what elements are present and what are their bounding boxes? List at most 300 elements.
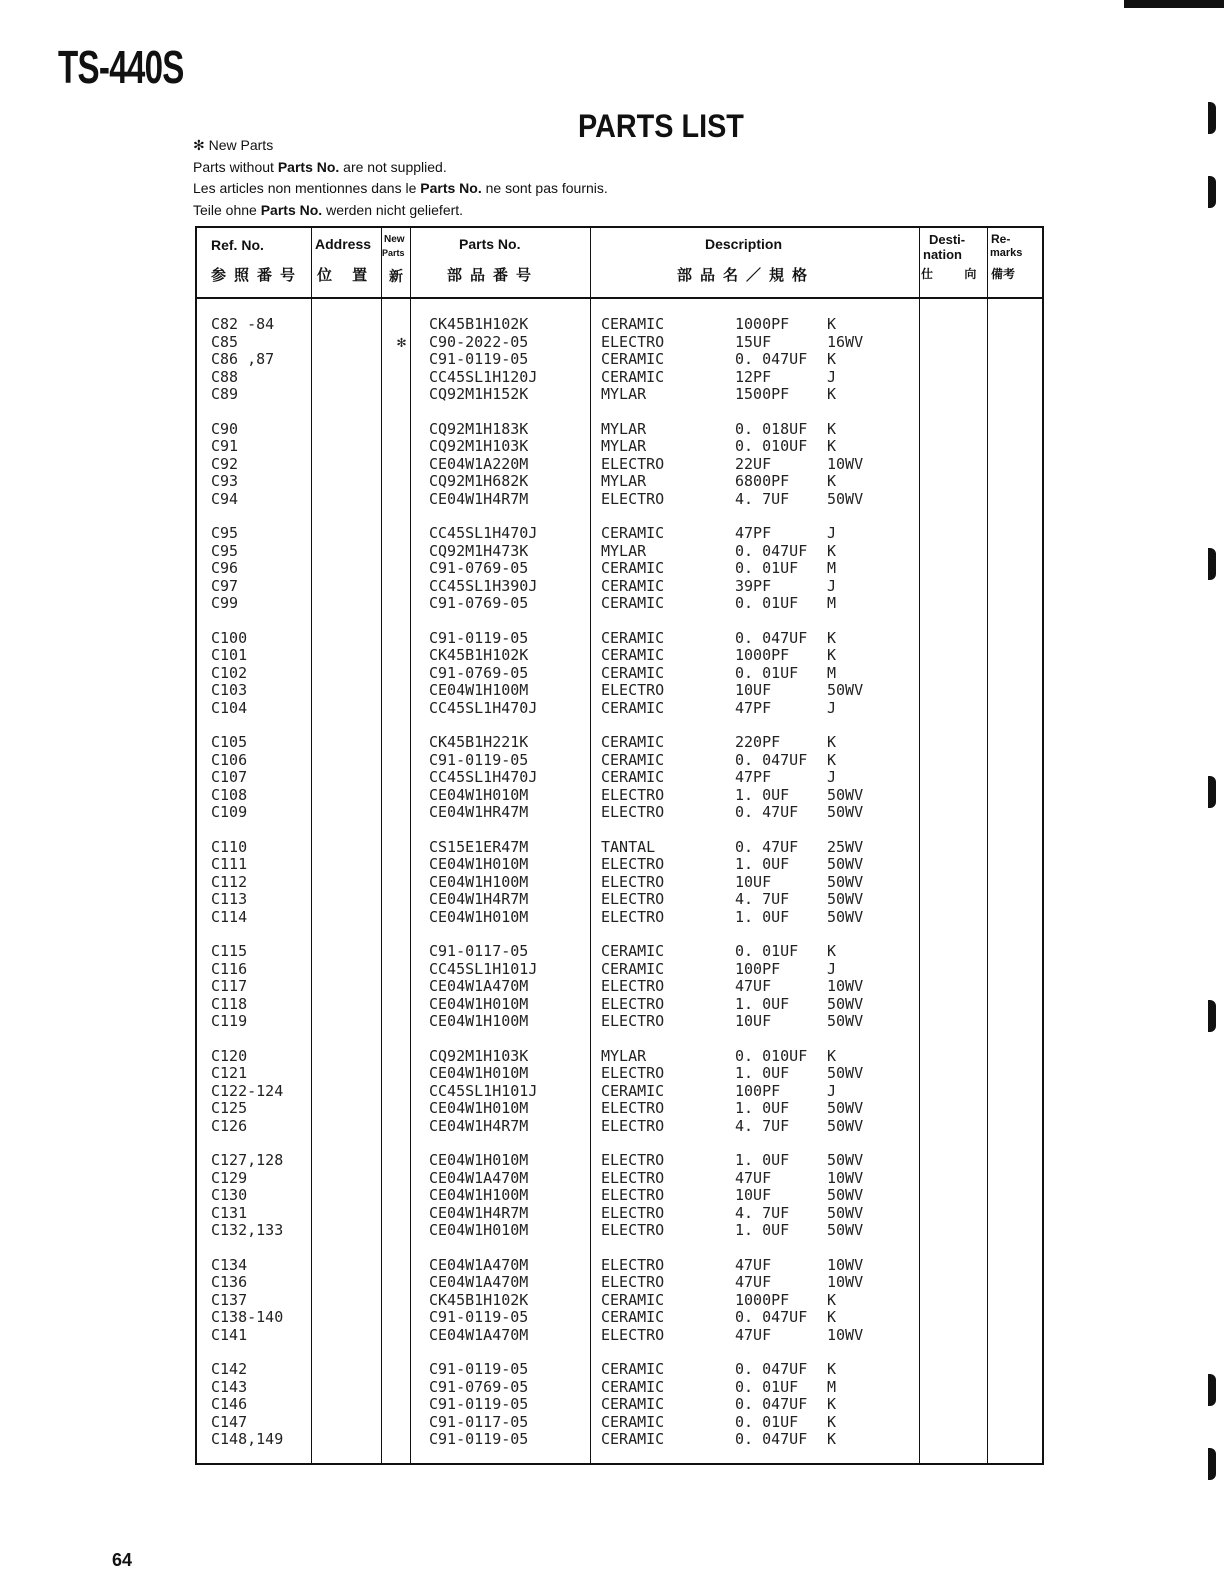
part-value: 1. 0UF [735,1099,790,1118]
new-part-mark: ✻ [397,332,407,351]
edge-mark [1208,1448,1216,1480]
part-value: 0. 01UF [735,1377,799,1396]
part-spec: 50WV [827,1221,864,1240]
part-value: 4. 7UF [735,890,790,909]
part-value: 39PF [735,576,772,595]
part-value: 4. 7UF [735,489,790,508]
ref-no: C147 [211,1412,248,1431]
ref-no: C129 [211,1168,248,1187]
part-type: MYLAR [601,437,647,456]
ref-no: C101 [211,646,248,665]
part-type: ELECTRO [601,855,665,874]
part-type: ELECTRO [601,872,665,891]
ref-no: C131 [211,1203,248,1222]
header-description-jp: 部品名／規格 [677,267,816,284]
table-row [197,630,1042,648]
parts-no: C91-0119-05 [429,1360,529,1378]
parts-no: CE04W1H100M [429,872,529,891]
ref-no: C125 [211,1099,248,1118]
table-row [197,769,1042,787]
ref-no: C108 [211,785,248,804]
part-spec: 50WV [827,1012,864,1031]
header-ref: Ref. No. [211,237,264,253]
part-type: ELECTRO [601,994,665,1013]
part-value: 47UF [735,1255,772,1274]
edge-mark [1208,176,1216,208]
part-value: 1. 0UF [735,785,790,804]
table-row [197,856,1042,874]
ref-no: C89 [211,385,239,404]
part-spec: J [827,576,837,595]
table-row [197,1205,1042,1223]
part-value: 0. 01UF [735,663,799,682]
parts-no: C91-0769-05 [429,663,529,682]
part-value: 47UF [735,1273,772,1292]
table-row [197,473,1042,491]
part-value: 47UF [735,1325,772,1344]
parts-no: CC45SL1H390J [429,576,538,595]
table-row [197,909,1042,927]
parts-no: CK45B1H102K [429,315,529,333]
parts-no: CQ92M1H103K [429,1046,529,1065]
table-row [197,1152,1042,1170]
table-row [197,316,1042,334]
part-value: 1000PF [735,1290,790,1309]
parts-no: C91-0119-05 [429,1308,529,1327]
ref-no: C117 [211,977,248,996]
part-spec: K [827,1046,837,1065]
ref-no: C95 [211,541,239,560]
ref-no: C130 [211,1186,248,1205]
part-value: 1. 0UF [735,1151,790,1169]
table-row [197,961,1042,979]
part-value: 0. 047UF [735,750,808,769]
ref-no: C126 [211,1116,248,1135]
part-spec: J [827,367,837,386]
part-value: 0. 047UF [735,1360,808,1378]
ref-no: C114 [211,907,248,926]
part-spec: 25WV [827,837,864,856]
page-number: 64 [112,1550,133,1570]
table-row [197,578,1042,596]
part-spec: K [827,315,837,333]
part-spec: J [827,959,837,978]
table-row [197,386,1042,404]
part-value: 10UF [735,872,772,891]
part-spec: 10WV [827,1255,864,1274]
part-spec: K [827,646,837,665]
part-type: CERAMIC [601,367,665,386]
ref-no: C122-124 [211,1081,284,1100]
part-value: 10UF [735,1186,772,1205]
part-type: CERAMIC [601,1377,665,1396]
part-spec: 10WV [827,1273,864,1292]
ref-no: C97 [211,576,239,595]
table-row [197,647,1042,665]
page-title: PARTS LIST [578,108,744,144]
part-type: CERAMIC [601,1081,665,1100]
part-value: 47PF [735,698,772,717]
ref-no: C113 [211,890,248,909]
table-row [197,1327,1042,1345]
parts-no: C91-0769-05 [429,594,529,613]
parts-no: C91-0769-05 [429,559,529,578]
ref-no: C110 [211,837,248,856]
part-value: 10UF [735,1012,772,1031]
part-spec: K [827,419,837,438]
part-spec: K [827,1290,837,1309]
note-text: are not supplied. [339,158,447,175]
table-row [197,1100,1042,1118]
part-spec: J [827,1081,837,1100]
parts-no: C91-0119-05 [429,1430,529,1449]
part-value: 47UF [735,977,772,996]
part-type: ELECTRO [601,1186,665,1205]
edge-mark [1208,548,1216,580]
table-row [197,1309,1042,1327]
parts-no: CS15E1ER47M [429,837,529,856]
part-type: ELECTRO [601,1168,665,1187]
part-spec: K [827,350,837,369]
part-spec: K [827,1430,837,1449]
part-type: CERAMIC [601,594,665,613]
parts-no: CE04W1A470M [429,977,529,996]
parts-no: C91-0119-05 [429,750,529,769]
part-type: CERAMIC [601,524,665,542]
part-type: ELECTRO [601,1203,665,1222]
table-row [197,943,1042,961]
part-value: 100PF [735,959,781,978]
parts-no: CE04W1H010M [429,1064,529,1083]
table-row [197,1013,1042,1031]
part-value: 1. 0UF [735,1064,790,1083]
part-spec: K [827,541,837,560]
part-type: CERAMIC [601,1360,665,1378]
edge-mark [1208,776,1216,808]
table-row [197,1361,1042,1379]
table-row [197,525,1042,543]
ref-no: C92 [211,454,239,473]
notes [193,135,608,221]
ref-no: C93 [211,472,239,491]
part-type: CERAMIC [601,698,665,717]
parts-no: CE04W1H4R7M [429,890,529,909]
part-value: 0. 047UF [735,350,808,369]
ref-no: C146 [211,1395,248,1414]
note-german [193,200,608,222]
part-type: CERAMIC [601,315,665,333]
part-spec: 50WV [827,907,864,926]
table-row [197,369,1042,387]
header-address: Address [315,236,372,252]
part-type: CERAMIC [601,350,665,369]
table-row [197,543,1042,561]
parts-no: C91-0117-05 [429,942,529,960]
part-spec: M [827,594,837,613]
part-value: 0. 047UF [735,541,808,560]
part-value: 1. 0UF [735,1221,790,1240]
corner-bar [1124,0,1224,8]
part-spec: 50WV [827,785,864,804]
part-spec: 50WV [827,1099,864,1118]
table-row [197,1257,1042,1275]
part-value: 0. 47UF [735,803,799,822]
part-value: 0. 047UF [735,1430,808,1449]
parts-no: C91-0769-05 [429,1377,529,1396]
header-parts-no: Parts No. [459,236,521,252]
note-bold: Parts No. [420,180,482,196]
note-text: Parts without [193,158,278,175]
part-spec: 10WV [827,977,864,996]
part-value: 1. 0UF [735,994,790,1013]
part-spec: 50WV [827,1151,864,1169]
ref-no: C99 [211,594,239,613]
part-value: 4. 7UF [735,1116,790,1135]
part-value: 0. 047UF [735,1308,808,1327]
part-type: CERAMIC [601,750,665,769]
table-row [197,804,1042,822]
note-bold: Parts No. [277,158,340,175]
table-row [197,456,1042,474]
table-row [197,1118,1042,1136]
note-french [193,178,608,200]
part-spec: K [827,385,837,404]
ref-no: C100 [211,628,248,647]
part-value: 0. 01UF [735,559,799,578]
header-remarks: Re- [991,232,1011,246]
table-row [197,700,1042,718]
header-address-jp: 位 置 [317,267,376,284]
part-type: ELECTRO [601,1325,665,1344]
table-row [197,752,1042,770]
part-type: MYLAR [601,1046,647,1065]
part-value: 0. 010UF [735,437,808,456]
parts-no: C91-0119-05 [429,1395,529,1414]
note-text: Teile ohne [193,201,261,218]
parts-no: CE04W1H4R7M [429,1203,529,1222]
part-type: CERAMIC [601,1290,665,1309]
part-value: 1. 0UF [735,907,790,926]
parts-no: CC45SL1H101J [429,1081,538,1100]
parts-no: CE04W1H010M [429,1099,529,1118]
parts-no: C91-0119-05 [429,628,529,647]
table-row [197,1187,1042,1205]
parts-no: CK45B1H102K [429,646,529,665]
ref-no: C136 [211,1273,248,1292]
part-spec: K [827,1360,837,1378]
ref-no: C115 [211,942,248,960]
part-spec: M [827,559,837,578]
header-destination-jp: 仕 向 [921,267,991,281]
part-spec: K [827,1308,837,1327]
table-row [197,891,1042,909]
header-parts-no-jp: 部品番号 [447,267,540,284]
part-spec: K [827,628,837,647]
table-row [197,595,1042,613]
ref-no: C143 [211,1377,248,1396]
parts-no: CE04W1H010M [429,1151,529,1169]
ref-no: C112 [211,872,248,891]
model-name: TS-440S [58,41,184,93]
part-value: 10UF [735,681,772,700]
parts-no: CK45B1H102K [429,1290,529,1309]
header-new-parts: Parts [382,248,405,258]
part-type: CERAMIC [601,959,665,978]
part-value: 0. 47UF [735,837,799,856]
table-row [197,1170,1042,1188]
part-spec: K [827,733,837,751]
part-type: ELECTRO [601,1255,665,1274]
part-value: 0. 018UF [735,419,808,438]
part-spec: 50WV [827,681,864,700]
part-type: MYLAR [601,419,647,438]
ref-no: C103 [211,681,248,700]
parts-no: CE04W1H4R7M [429,1116,529,1135]
part-type: ELECTRO [601,1116,665,1135]
part-spec: K [827,1412,837,1431]
part-spec: K [827,942,837,960]
part-value: 0. 047UF [735,1395,808,1414]
part-type: ELECTRO [601,1064,665,1083]
part-value: 1. 0UF [735,855,790,874]
part-spec: K [827,1395,837,1414]
part-spec: 50WV [827,855,864,874]
parts-no: CE04W1A470M [429,1273,529,1292]
table-row [197,1379,1042,1397]
part-type: CERAMIC [601,663,665,682]
parts-no: CE04W1HR47M [429,803,529,822]
ref-no: C107 [211,768,248,787]
table-row [197,491,1042,509]
part-spec: 10WV [827,1325,864,1344]
parts-no: CE04W1H100M [429,1186,529,1205]
part-type: CERAMIC [601,628,665,647]
note-text: werden nicht geliefert. [322,201,464,218]
parts-no: C90-2022-05 [429,332,529,351]
table-row [197,1292,1042,1310]
parts-no: CE04W1A470M [429,1255,529,1274]
header-new-jp: 新 [389,268,403,284]
part-value: 0. 010UF [735,1046,808,1065]
edge-mark [1208,1000,1216,1032]
part-spec: J [827,524,837,542]
header-destination-2: nation [923,247,962,262]
parts-no: CE04W1H100M [429,1012,529,1031]
ref-no: C116 [211,959,248,978]
part-type: ELECTRO [601,1099,665,1118]
part-type: TANTAL [601,837,656,856]
edge-mark [1208,1374,1216,1406]
part-type: ELECTRO [601,1221,665,1240]
part-spec: 16WV [827,332,864,351]
parts-no: CC45SL1H120J [429,367,538,386]
part-value: 220PF [735,733,781,751]
note-english [193,157,608,179]
part-spec: K [827,437,837,456]
header-divider [197,297,1042,299]
part-spec: J [827,698,837,717]
part-spec: 50WV [827,803,864,822]
ref-no: C148,149 [211,1430,284,1449]
table-row [197,1222,1042,1240]
ref-no: C127,128 [211,1151,284,1169]
part-type: CERAMIC [601,646,665,665]
part-type: ELECTRO [601,454,665,473]
note-text: ne sont pas fournis. [481,180,608,196]
parts-no: CE04W1H4R7M [429,489,529,508]
part-value: 1000PF [735,646,790,665]
part-type: CERAMIC [601,559,665,578]
table-row [197,734,1042,752]
part-type: CERAMIC [601,1395,665,1414]
note-bold: Parts No. [260,201,323,218]
part-spec: 50WV [827,890,864,909]
part-type: ELECTRO [601,489,665,508]
part-type: CERAMIC [601,1308,665,1327]
part-value: 47PF [735,768,772,787]
ref-no: C88 [211,367,239,386]
part-type: ELECTRO [601,681,665,700]
ref-no: C96 [211,559,239,578]
table-row [197,978,1042,996]
table-row [197,874,1042,892]
header-description: Description [705,236,783,252]
part-spec: 50WV [827,1116,864,1135]
part-type: ELECTRO [601,1012,665,1031]
parts-no: CQ92M1H682K [429,472,529,491]
part-spec: M [827,1377,837,1396]
part-spec: K [827,472,837,491]
part-value: 47UF [735,1168,772,1187]
header-ref-jp: 参照番号 [211,267,304,284]
ref-no: C94 [211,489,239,508]
table-row [197,1414,1042,1432]
part-type: CERAMIC [601,1412,665,1431]
part-value: 100PF [735,1081,781,1100]
ref-no: C118 [211,994,248,1013]
parts-no: CE04W1H010M [429,1221,529,1240]
part-spec: 50WV [827,994,864,1013]
part-type: CERAMIC [601,942,665,960]
part-spec: K [827,750,837,769]
table-row [197,1048,1042,1066]
part-spec: J [827,768,837,787]
part-type: CERAMIC [601,733,665,751]
ref-no: C111 [211,855,248,874]
ref-no: C137 [211,1290,248,1309]
parts-no: C91-0119-05 [429,350,529,369]
part-type: CERAMIC [601,576,665,595]
part-type: CERAMIC [601,768,665,787]
parts-no: CE04W1H100M [429,681,529,700]
table-row [197,1083,1042,1101]
table-row [197,839,1042,857]
parts-no: CC45SL1H101J [429,959,538,978]
part-value: 1000PF [735,315,790,333]
parts-table [195,226,1044,1465]
part-value: 0. 01UF [735,1412,799,1431]
header-new: New [384,234,405,245]
parts-no: CC45SL1H470J [429,698,538,717]
parts-no: CQ92M1H103K [429,437,529,456]
part-value: 47PF [735,524,772,542]
ref-no: C104 [211,698,248,717]
parts-no: CQ92M1H152K [429,385,529,404]
ref-no: C132,133 [211,1221,284,1240]
part-spec: M [827,663,837,682]
table-row [197,1396,1042,1414]
part-type: ELECTRO [601,1273,665,1292]
